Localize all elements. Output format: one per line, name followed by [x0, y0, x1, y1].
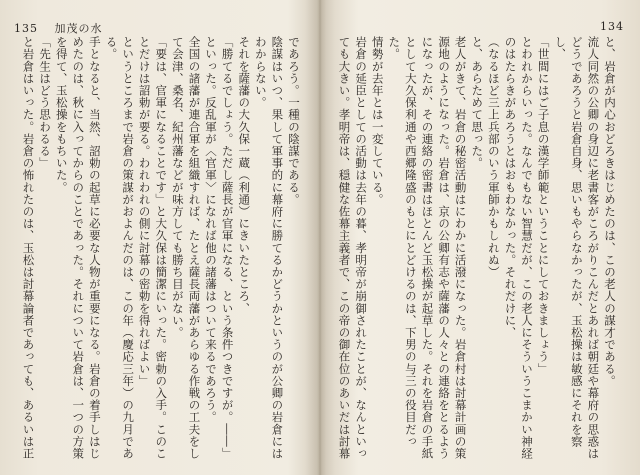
paragraph: と、あらためて思った。	[470, 36, 485, 170]
paragraph: といった。反乱軍が〈官軍〉になれば他の諸藩はついて来るであろう。	[204, 36, 219, 424]
right-page-body	[336, 36, 618, 464]
running-title: 加茂の水	[54, 22, 103, 35]
paragraph: 「先生はどう思わるる」	[38, 36, 53, 170]
paragraph: というところまで岩倉の策謀がおよんだのは、この年（慶応三年）の九月である。	[104, 36, 136, 460]
paragraph: それを薩藩の大久保一蔵（利通）にきいたところ、	[237, 36, 252, 315]
paragraph: 流人同然の公卿の身辺に老書客がころがりこんだとあれば朝廷や幕府の思惑はどうであろうと岩倉自身、思いもやらなかったが、玉松操は敏感にそれを察し、	[553, 36, 601, 460]
paragraph: 老人がきて、岩倉の秘密活動はにわかに活潑になった。岩倉村は討幕計画の策源地のようになった。岩倉は、京の公卿有志や薩藩の人々との連絡をとるようになったが、その連絡の密書はほとんど玉松操が起草した。それを岩倉の手紙として大久保利通や西郷隆盛のもとにとどけるのは、下男の与三の役目だった。	[387, 36, 468, 460]
paragraph: 岩倉の延臣としての活動は去年の暮、孝明帝が崩御されたことが、なんといっても大きい。孝明帝は、穏健な佐幕主義者で、この帝の御在位のあいだは討幕	[337, 36, 369, 460]
paragraph: 「世間にはご子息の漢学師範ということにしておきましょう」	[536, 36, 551, 375]
paragraph: であろう。一種の陰謀である。	[287, 36, 301, 206]
paragraph: 「勝てるでしょう。ただし薩長が官軍になる、という条件つきですが。――」	[220, 36, 235, 460]
paragraph: 情勢が去年とは一変している。	[370, 36, 385, 206]
paragraph: 全国の諸藩が連合軍を組織すれば、たとえ薩長両藩があらゆる作戦の工夫をして会津、桑名、紀州藩などが味方しても勝ち目がない。	[170, 36, 202, 460]
paragraph: とわれからいった。なんでもない智慧だが、この老人にそういうこまかい神経のはたらきがあろうとはおもわなかった。それだけに、	[503, 36, 535, 460]
right-page-header	[600, 20, 624, 33]
left-page-number: 135	[14, 22, 38, 35]
paragraph: （なるほど三上兵部のいう軍師かもしれぬ）	[486, 36, 501, 278]
paragraph: と、岩倉が内心おどろきはじめたのは、この老人の謀才である。	[603, 36, 617, 387]
paragraph: 「要は、官軍になることです」と大久保は簡潔にいった。密勅の入手。このことだけは詔勅が要る。われわれの側に討幕の密勅を得ればよい」	[137, 36, 169, 460]
left-page-header	[14, 20, 103, 36]
paragraph: 手となると、当然、詔勅の起草に必要な人物が重要になる。岩倉の着手しはじめたのは、秋に入ってからのことであった。それについて岩倉は、一つの方策を得て、玉松操をもちいた。	[54, 36, 102, 460]
left-page-body	[22, 36, 302, 464]
right-page-number: 134	[600, 20, 624, 33]
paragraph: と岩倉はいった。岩倉の怖れたのは、玉松は討幕論者であっても、あるいは正	[22, 36, 36, 460]
right-page	[320, 0, 640, 475]
paragraph: 陰謀はいつ、果して軍事的に幕府に勝てるかどうかというのが公卿の岩倉にはわからない。	[253, 36, 285, 460]
